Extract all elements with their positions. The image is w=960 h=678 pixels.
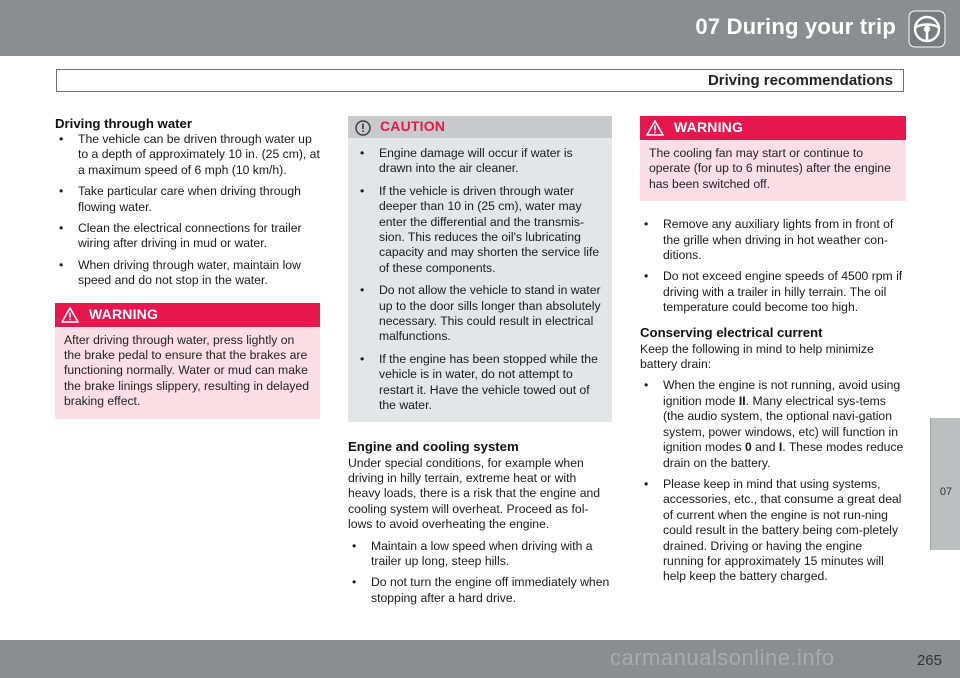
list-item: • Maintain a low speed when driving with a trailer up long, steep hills. (348, 539, 612, 570)
watermark: carmanualsonline.info (610, 645, 835, 670)
bullet-text: . Many electrical sys-tems (the audio system, the optional navi-gation system, power windows, etc) will function in ignition modes (663, 393, 899, 455)
list-item: • If the engine has been stopped while the vehicle is in water, do not attempt to restart it. Have the vehicle towed out of the water. (356, 352, 604, 414)
conserving-current-intro: Keep the following in mind to help minimize battery drain: (640, 341, 874, 372)
side-tab-label: 07 (939, 486, 953, 498)
driving-water-list (55, 132, 320, 289)
ignition-mode-I: I (778, 440, 783, 455)
warning-box-cooling-fan (640, 116, 906, 201)
bullet-text: . These modes reduce drain on the battery. (663, 440, 904, 470)
engine-cooling-intro: Under special conditions, for example when driving in hilly terrain, extreme heat or with heavy loads, there is a risk that the engine and cooling system will overheat. Proceed as fol-lows to avoid overheating the engine. (348, 455, 601, 532)
column-left (55, 116, 320, 419)
bullet-text: When the engine is not running, avoid using ignition mode (663, 378, 901, 408)
column-right (640, 116, 906, 591)
warning-box-brakes (55, 303, 320, 419)
ignition-mode-II: II (738, 393, 746, 408)
list-item: • Remove any auxiliary lights from in front of the grille when driving in hot weather con-ditions. (640, 217, 906, 263)
warning-triangle-icon (646, 120, 664, 136)
list-item: • Take particular care when driving through flowing water. (55, 184, 320, 215)
heading-engine-cooling: Engine and cooling system (348, 438, 519, 454)
section-bar (56, 69, 904, 92)
section-title: Driving recommendations (707, 72, 893, 89)
warning-text: The cooling fan may start or continue to operate (for up to 6 minutes) after the engine has been switched off. (649, 146, 891, 191)
engine-cooling-list (348, 539, 612, 607)
caution-list (348, 138, 612, 414)
warning-triangle-icon (61, 307, 79, 323)
list-item: • Please keep in mind that using systems, accessories, etc., that consume a great deal of current when the engine is not run-ning could result in the battery being com-pletely drained. Driving or having the engine running for approximately 15 minutes will help keep the battery charged. (640, 477, 906, 585)
list-item: • The vehicle can be driven through water up to a depth of approximately 10 in. (25 cm), at a maximum speed of 6 mph (10 km/h). (55, 132, 320, 178)
page-number: 265 (916, 652, 942, 669)
steering-wheel-icon (908, 10, 946, 48)
caution-label: CAUTION (380, 118, 446, 134)
list-item: • Do not exceed engine speeds of 4500 rpm if driving with a trailer in hilly terrain. The oil temperature could become too high. (640, 269, 906, 315)
bullet-text: and (751, 440, 779, 455)
warning-header (55, 303, 320, 327)
list-item: • Do not allow the vehicle to stand in water up to the door sills longer than absolutely necessary. This could result in electrical malfunctions. (356, 283, 604, 345)
ignition-mode-0: 0 (744, 440, 752, 455)
warning-header (640, 116, 906, 140)
conserving-current-list (640, 378, 906, 584)
list-item: • Engine damage will occur if water is drawn into the air cleaner. (356, 146, 604, 177)
list-item (640, 378, 906, 470)
cooling-tips-list (640, 217, 906, 315)
column-middle (348, 116, 612, 612)
caution-box (348, 116, 612, 422)
warning-label: WARNING (674, 119, 744, 135)
chapter-side-tab (930, 418, 960, 550)
caution-header (348, 116, 612, 138)
list-item: • Clean the electrical connections for trailer wiring after driving in mud or water. (55, 221, 320, 252)
heading-driving-through-water: Driving through water (55, 116, 193, 131)
list-item: • When driving through water, maintain low speed and do not stop in the water. (55, 258, 320, 289)
list-item: • Do not turn the engine off immediately when stopping after a hard drive. (348, 575, 612, 606)
chapter-header (0, 0, 960, 56)
warning-label: WARNING (89, 305, 159, 322)
warning-text: After driving through water, press lightly on the brake pedal to ensure that the brakes are functioning normally. Water or mud can make the brake linings slippery, resulting in delayed braking effect. (64, 332, 310, 409)
list-item: • If the vehicle is driven through water deeper than 10 in (25 cm), water may enter the differential and the transmis-sion. This reduces the oil's lubricating capacity and may shorten the service life of these components. (356, 184, 604, 276)
caution-icon (355, 120, 371, 136)
chapter-title: 07 During your trip (695, 14, 896, 39)
heading-conserving-current: Conserving electrical current (640, 324, 823, 340)
